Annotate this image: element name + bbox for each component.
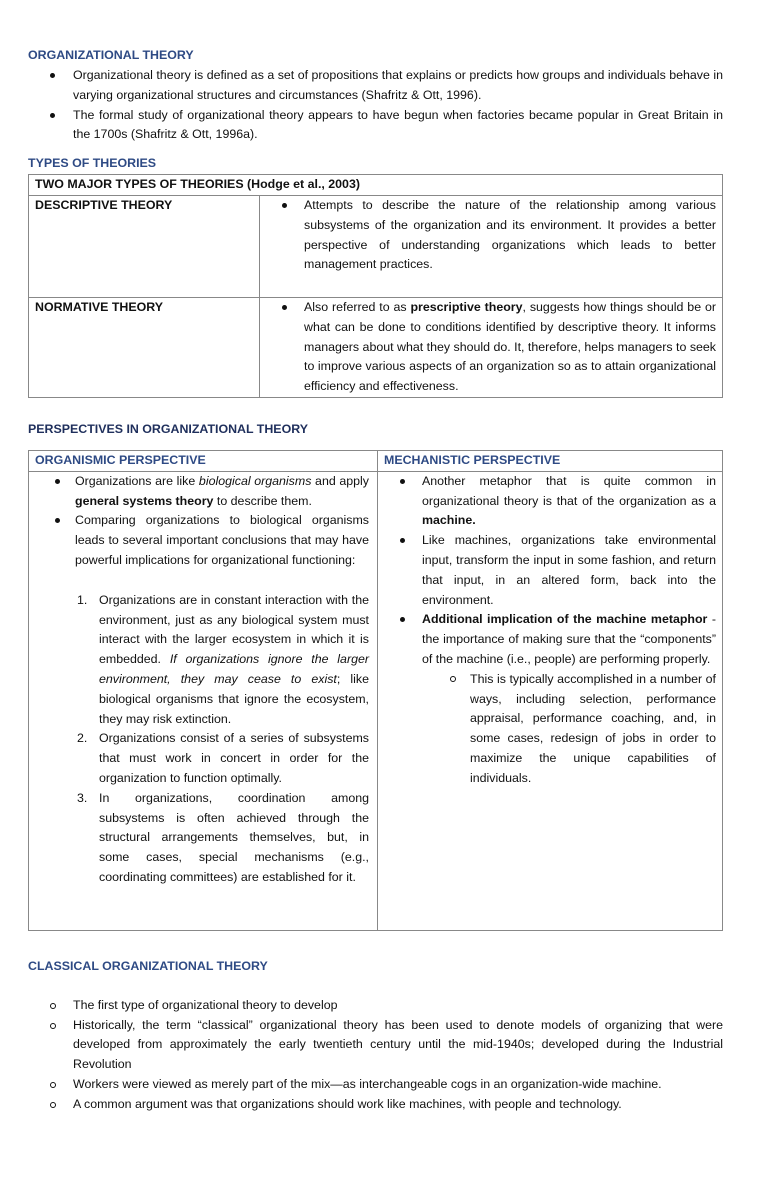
org-theory-heading: ORGANIZATIONAL THEORY: [28, 48, 194, 62]
list-number: 2.: [77, 731, 88, 746]
text: Organizations are in constant interaction with the environment, just as any biological system must interact with the larger ecosystem in which it is embedded.: [99, 592, 369, 667]
list-item: [378, 472, 716, 531]
normative-text-a: Also referred to as: [304, 299, 411, 314]
list-item: A common argument was that organizations should work like machines, with people and technology.: [28, 1095, 723, 1115]
descriptive-label: DESCRIPTIVE THEORY: [29, 195, 260, 297]
classical-list: [28, 996, 723, 1115]
text: to describe them.: [213, 493, 312, 508]
text: - the importance of making sure that the “components” of the machine (i.e., people) are performing properly.: [422, 612, 716, 666]
list-item: [378, 610, 716, 669]
normative-text-b: , suggests how things should be or what can be done to conditions identified by descriptive theory. It informs managers about what they should do. It, therefore, helps managers to seek to improve various aspects of an organization so as to attain organizational efficiency and effectiveness.: [304, 299, 716, 394]
text: In organizations, coordination among subsystems is often achieved through the structural arrangements themselves, but, in some cases, special mechanisms (e.g., coordinating committees) are established for it.: [99, 790, 369, 884]
text: Organizations consist of a series of subsystems that must work in concert in order for the organization to function optimally.: [99, 731, 369, 785]
list-item: Like machines, organizations take environmental input, transform the input in some fashion, and return that input, in an altered form, back into the environment.: [378, 531, 716, 610]
organismic-list: [29, 472, 369, 571]
mechanistic-list: [378, 472, 716, 670]
list-item: [29, 591, 369, 730]
mechanistic-sublist: [378, 670, 716, 789]
list-item: This is typically accomplished in a number of ways, including selection, performance appraisal, performance coaching, and, in some cases, redesign of jobs in order to maximize the unique capabilities of individuals.: [378, 670, 716, 789]
list-item: [29, 789, 369, 888]
list-item: The formal study of organizational theory appears to have begun when factories became popular in Great Britain in the 1700s (Shafritz & Ott, 1996a).: [28, 106, 723, 146]
list-item: Historically, the term “classical” organizational theory has been used to denote models of organizing that were developed from approximately the early twentieth century until the mid-1940s; developed during the Industrial Revolution: [28, 1016, 723, 1075]
list-item: [29, 472, 369, 512]
text-bold: Additional implication of the machine metaphor: [422, 612, 708, 627]
descriptive-text: Attempts to describe the nature of the relationship among various subsystems of the organization and its environment. It provides a better perspective of understanding organizations which leads to better management practices.: [260, 196, 716, 275]
list-item: Comparing organizations to biological organisms leads to several important conclusions that may have powerful implications for organizational functioning:: [29, 511, 369, 570]
list-number: 1.: [77, 592, 88, 607]
mechanistic-title: MECHANISTIC PERSPECTIVE: [378, 450, 723, 471]
text: and apply: [311, 473, 370, 488]
perspectives-table: [28, 450, 723, 931]
text-italic: biological organisms: [198, 473, 312, 488]
text-bold: machine.: [422, 513, 476, 528]
text: ; like biological organisms that ignore the ecosystem, they may risk extinction.: [99, 671, 369, 726]
types-heading: TYPES OF THEORIES: [28, 156, 157, 171]
normative-text: [260, 298, 716, 397]
list-item: Organizational theory is defined as a set of propositions that explains or predicts how groups and individuals behave in varying organizational structures and circumstances (Shafritz & Ott, 1996).: [28, 66, 723, 106]
text-bold: general systems theory: [75, 493, 214, 508]
prescriptive-term: prescriptive theory: [410, 299, 523, 314]
text: Another metaphor that is quite common in organizational theory is that of the organization as a: [422, 473, 716, 508]
descriptive-list: [260, 196, 716, 275]
list-item: The first type of organizational theory to develop: [28, 996, 723, 1016]
organismic-title: ORGANISMIC PERSPECTIVE: [29, 450, 378, 471]
org-theory-list: [28, 66, 723, 145]
organismic-numbered-list: [29, 591, 369, 888]
types-table: [28, 174, 723, 398]
types-table-title: TWO MAJOR TYPES OF THEORIES (Hodge et al., 2003): [29, 175, 723, 196]
text: Organizations are like: [75, 473, 199, 488]
list-number: 3.: [77, 790, 88, 805]
classical-heading: CLASSICAL ORGANIZATIONAL THEORY: [28, 958, 268, 973]
normative-label: NORMATIVE THEORY: [29, 297, 260, 397]
perspectives-heading: PERSPECTIVES IN ORGANIZATIONAL THEORY: [28, 421, 308, 436]
text-italic: If organizations ignore the larger environment, they may cease to exist: [99, 652, 369, 686]
normative-list: [260, 298, 716, 397]
list-item: [29, 729, 369, 788]
list-item: Workers were viewed as merely part of the mix—as interchangeable cogs in an organization-wide machine.: [28, 1075, 723, 1095]
